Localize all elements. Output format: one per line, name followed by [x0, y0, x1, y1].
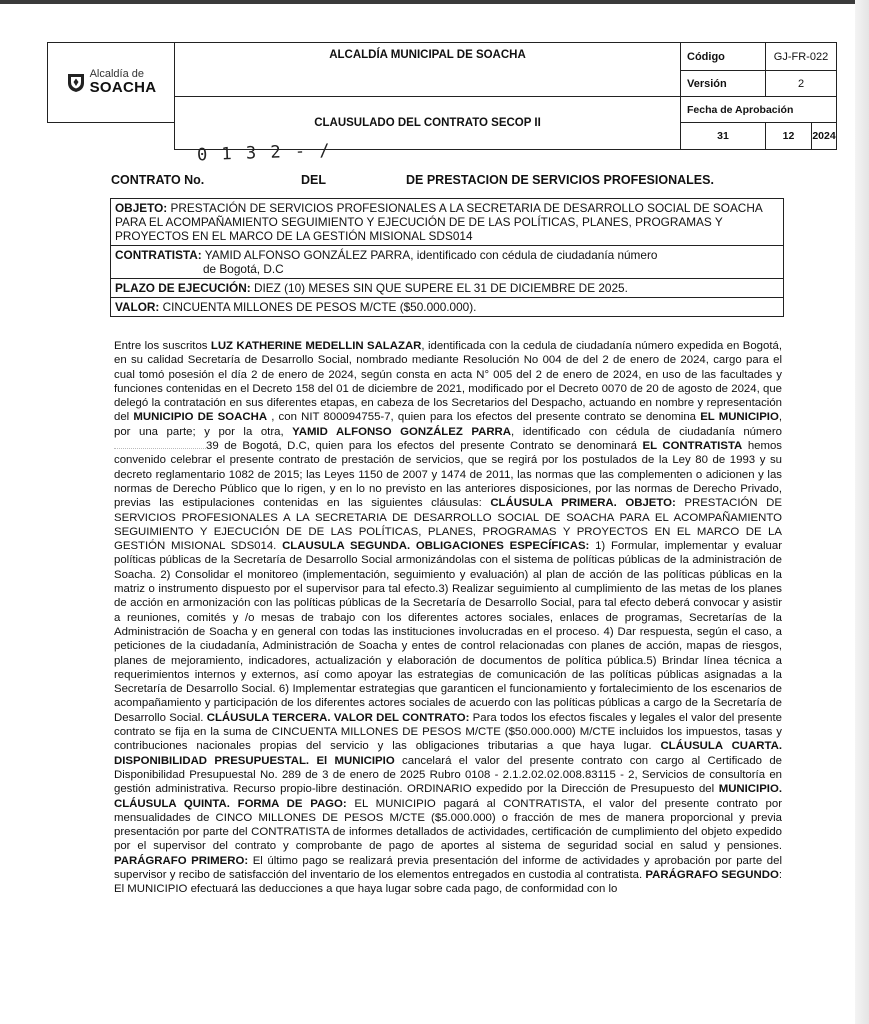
body-bold: CLÁUSULA TERCERA. VALOR DEL CONTRATO: [206, 711, 470, 724]
body-bold: LUZ KATHERINE MEDELLIN SALAZAR [210, 340, 422, 352]
body-text: , con NIT 800094755-7, quien para los efectos del presente contrato se denomina [267, 411, 701, 424]
contract-del-label: DEL [301, 173, 326, 187]
body-bold: YAMID ALFONSO GONZÁLEZ PARRA [292, 425, 511, 438]
body-text: : El MUNICIPIO efectuará las deducciones a que haya lugar sobre cada pago, de conformidad con lo [114, 868, 782, 896]
version-label: Versión [681, 71, 766, 97]
codigo-value: GJ-FR-022 [766, 43, 837, 71]
body-bold: CLÁUSULA PRIMERA. OBJETO: [490, 497, 676, 510]
page-edge-shadow [855, 0, 869, 1024]
window-top-edge [0, 0, 869, 4]
body-text: hemos convenido celebrar el presente contrato de prestación de servicios, que se regirá por los postulados de la Ley 80 de 1993 y su decreto reglamentario 1082 de 2015; las Leyes 1150 de 2007 y 1474 de 2011, las normas que las complementen o adicionen y las normas de Derecho Público que lo rigen, y en lo no previsto en las anteriores disposiciones, por las normas de Derecho Privado, previas las estipulaciones contenidas en las siguientes cláusulas: [114, 440, 783, 510]
org-title: ALCALDÍA MUNICIPAL DE SOACHA [175, 43, 681, 97]
body-bold: CLAUSULA SEGUNDA. OBLIGACIONES ESPECÍFICAS: [282, 540, 590, 553]
body-paragraph [114, 339, 782, 897]
body-text: Para todos los efectos fiscales y legales el valor del presente contrato se fija en la suma de CINCUENTA MILLONES DE PESOS M/CTE ($50.000.000) M/CTE incluidos los impuestos, tasas y contribuciones nacionales propias del servicio y las obligaciones tributarias a que haya lugar. [114, 711, 782, 753]
fecha-aprobacion-label: Fecha de Aprobación [681, 97, 837, 123]
body-bold: PARÁGRAFO PRIMERO: [114, 854, 249, 867]
body-text: EL MUNICIPIO pagará al CONTRATISTA, el valor del presente contrato por mensualidades de CINCO MILLONES DE PESOS M/CTE ($5.000.000) o fracción de mes de manera proporcional y previa presentación por parte del CONTRATISTA de informes detallados de actividades, certificación de cumplimiento del objeto expedido por el supervisor del contrato y comprobante de pago de aportes al sistema de seguridad social en salud y pensiones. [114, 797, 782, 853]
shield-icon [66, 71, 86, 93]
body-text: Entre los suscritos [114, 340, 211, 352]
logo-line-2: SOACHA [89, 79, 157, 96]
fecha-year: 2024 [812, 123, 837, 150]
body-text: PRESTACIÓN DE SERVICIOS PROFESIONALES A LA SECRETARIA DE DESARROLLO SOCIAL DE SOACHA PARA EL ACOMPAÑAMIENTO SEGUIMIENTO Y EJECUCIÓN DE DE LAS POLÍTICAS, PLANES, PROGRAMAS Y PROYECTOS EN EL MARCO DE LA GESTIÓN MISIONAL SDS014. [114, 497, 782, 553]
fecha-day: 31 [681, 123, 766, 150]
body-bold: MUNICIPIO DE SOACHA [133, 411, 268, 424]
contratista-text-2: de Bogotá, D.C [203, 262, 284, 276]
alcaldia-logo [66, 69, 157, 95]
objeto-label: OBJETO: [115, 201, 168, 215]
contratista-text: YAMID ALFONSO GONZÁLEZ PARRA, identificado con cédula de ciudadanía número [204, 248, 658, 262]
body-text: cancelará el valor del presente contrato con cargo al Certificado de Disponibilidad Presupuestal No. 289 de 3 de enero de 2025 Rubro 0108 - 2.1.2.02.02.008.83115 - 2, Servicios de consultoría en gestión administrativa. Recurso propio-libre destinación. ORDINARIO expedido por la Dirección de Presupuesto del [114, 754, 783, 796]
body-text: 1) Formular, implementar y evaluar políticas públicas de la Secretaría de Desarrollo Social armonizándolas con el sistema de políticas públicas de la administración de Soacha. 2) Consolidar el monitoreo (implementación, seguimiento y evaluación) al plan de acción de las políticas públicas en la matriz o instrumento dispuesto por el supervisor para tal efecto.3) Realizar seguimiento al cumplimiento de las metas de los planes de acción en armonización con las políticas públicas de la Secretaría de Desarrollo Social, para tal efecto deberá convocar y asistir a reuniones, comités y /o mesas de trabajo con los diferentes actores sociales, enlaces de programas, Secretarías de la Administración de Soacha y en general con todas las instituciones involucradas en el proceso. 4) Dar respuesta, según el caso, a peticiones de la ciudadanía, Administración de Soacha y entes de control relacionadas con planes de acción, mapas de riesgos, planes de mejoramiento, indicadores, actualización y elaboración de documentos de política pública.5) Brindar línea técnica a requerimientos internos y externos, así como apoyar las estrategias de comunicación de las políticas públicas asignadas a la Secretaría de Desarrollo Social. 6) Implementar estrategias que garanticen el funcionamiento y fortalecimiento de los escenarios de acompañamiento y participación de los diferentes actores sociales de acuerdo con las políticas públicas a cargo de la Secretaría de Desarrollo Social. [114, 540, 783, 724]
contratista-row [111, 246, 783, 279]
handwritten-contract-number: 0 1 3 2 - / [196, 140, 332, 166]
body-bold: PARÁGRAFO SEGUNDO [645, 868, 779, 881]
body-text: El último pago se realizará previa presentación del informe de actividades y aprobación por parte del supervisor y recibo de satisfacción del inventario de los elementos entregados en custodia al contratista. [114, 854, 782, 881]
codigo-label: Código [681, 43, 766, 71]
objeto-text: PRESTACIÓN DE SERVICIOS PROFESIONALES A LA SECRETARIA DE DESARROLLO SOCIAL DE SOACHA PARA EL ACOMPAÑAMIENTO SEGUIMIENTO Y EJECUCIÓN DE DE LAS POLÍTICAS, PLANES, PROGRAMAS Y PROYECTOS EN EL MARCO DE LA GESTIÓN MISIONAL SDS014 [115, 201, 763, 243]
plazo-row [111, 279, 783, 298]
plazo-label: PLAZO DE EJECUCIÓN: [115, 281, 251, 295]
doc-title: CLAUSULADO DEL CONTRATO SECOP II [175, 97, 681, 150]
objeto-row [111, 199, 783, 246]
body-text: , identificado con cédula de ciudadanía número [511, 425, 782, 438]
valor-text: CINCUENTA MILLONES DE PESOS M/CTE ($50.000.000). [162, 300, 477, 314]
contract-type-label: DE PRESTACION DE SERVICIOS PROFESIONALES. [406, 173, 714, 187]
body-bold: CLÁUSULA CUARTA. DISPONIBILIDAD PRESUPUESTAL. El MUNICIPIO [114, 740, 782, 767]
body-text: , por una parte; y por la otra, [114, 411, 783, 438]
document-header-table [47, 42, 837, 150]
body-bold: EL CONTRATISTA [642, 440, 743, 453]
version-value: 2 [766, 71, 837, 97]
contract-summary-box [110, 198, 784, 317]
fecha-month: 12 [766, 123, 812, 150]
logo-line-1: Alcaldía de [89, 68, 145, 80]
body-text: , identificada con la cedula de ciudadanía número expedida en Bogotá, en su calidad Secretaría de Desarrollo Social, nombrado mediante Resolución No 004 de del 2 de enero de 2024, cargo para el cual tomó posesión el día 2 de enero de 2024, según consta en acta N° 005 del 2 de enero de 2024, en uso de las facultades y funciones contenidas en el Decreto 158 del 01 de diciembre de 2021, modificado por el Decreto 0070 de 20 de agosto de 2024, que delegó la contratación en sus diferentes etapas, en cabeza de los Secretarios del Despacho, actuando en nombre y representación del [114, 340, 782, 424]
body-bold: MUNICIPIO. CLÁUSULA QUINTA. FORMA DE PAGO: [114, 783, 782, 810]
plazo-text: DIEZ (10) MESES SIN QUE SUPERE EL 31 DE DICIEMBRE DE 2025. [253, 281, 628, 295]
body-bold: EL MUNICIPIO [700, 411, 779, 424]
body-text: 39 de Bogotá, D.C, quien para los efectos del presente Contrato se denominará [206, 440, 643, 453]
contract-body-text [114, 339, 782, 897]
contratista-label: CONTRATISTA: [115, 248, 202, 262]
valor-label: VALOR: [115, 300, 160, 314]
redacted-id-number [114, 448, 206, 449]
contract-no-label: CONTRATO No. [111, 173, 205, 187]
logo-cell [48, 43, 175, 123]
logo-spacer [48, 123, 175, 150]
valor-row [111, 298, 783, 316]
